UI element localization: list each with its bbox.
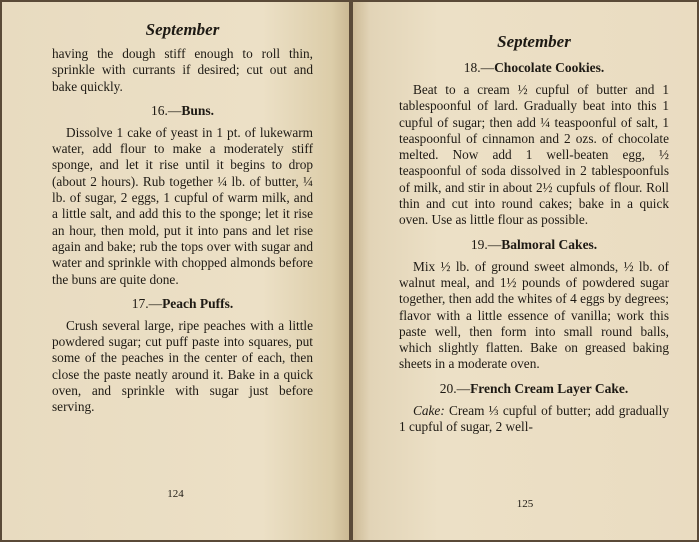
recipe-heading-19	[399, 237, 669, 253]
recipe-title: Balmoral Cakes.	[501, 236, 598, 252]
right-page	[353, 2, 697, 540]
recipe-number: 18.—	[463, 60, 495, 75]
running-head-right: September	[497, 32, 571, 51]
recipe-text-20-body: Cream ⅓ cupful of butter; add gradually 1 cupful of sugar, 2 well-	[399, 402, 670, 435]
recipe-text-18: Beat to a cream ½ cupful of butter and 1 tablespoonful of lard. Gradually beat into this 1 cupful of sugar; then add ¼ teaspoonful of salt, 1 teaspoonful of cinnamon and 2 ozs. of chocolate melted. Now add 1 well-beaten egg, ½ teaspoonful of soda dissolved in 2 tablespoonfuls of milk, and stir in about 2½ cupfuls of flour. Roll thin and cut into round cakes; bake in a quick oven. Use as little flour as possible.	[399, 82, 669, 228]
recipe-title: Buns.	[181, 102, 215, 118]
recipe-text-16: Dissolve 1 cake of yeast in 1 pt. of lukewarm water, add flour to make a moderately stiff sponge, and let it rise until it begins to drop (about 2 hours). Rub together ¼ lb. of butter, ¼ lb. of sugar, 2 eggs, 1 cupful of warm milk, and a little salt, and add this to the sponge; let it rise an hour, then mold, put it into pans and let rise again and bake; rub the tops over with sugar and water and sprinkle with chopped almonds before the buns are quite done.	[52, 124, 313, 287]
recipe-heading-17	[52, 296, 313, 312]
page-number-left: 124	[167, 488, 184, 500]
running-head-left: September	[145, 20, 220, 39]
recipe-title: Chocolate Cookies.	[494, 60, 605, 75]
recipe-text-17: Crush several large, ripe peaches with a little powdered sugar; cut puff paste into squares, put some of the peaches in the center of each, then close the paste neatly around it. Bake in a quick oven, and sprinkle with sugar just before serving.	[52, 317, 313, 415]
cake-label: Cake:	[413, 402, 445, 418]
recipe-heading-16	[52, 103, 313, 119]
recipe-title: Peach Puffs.	[162, 295, 234, 311]
recipe-number: 16.—	[150, 102, 182, 118]
recipe-heading-20	[399, 381, 669, 397]
recipe-text-19: Mix ½ lb. of ground sweet almonds, ½ lb. of walnut meal, and 1½ pounds of powdered sugar together, then add the whites of 4 eggs by degrees; flavor with a little essence of vanilla; work this paste well, then form into small round balls, which slightly flatten. Bake on greased baking sheets in a moderate oven.	[399, 258, 669, 372]
left-page	[2, 2, 349, 540]
continued-paragraph: having the dough stiff enough to roll thin, sprinkle with currants if desired; cut out and bake quickly.	[52, 46, 313, 94]
recipe-number: 17.—	[131, 295, 163, 311]
recipe-heading-18	[399, 60, 669, 76]
recipe-number: 20.—	[439, 380, 471, 396]
recipe-number: 19.—	[470, 236, 502, 252]
page-number-right: 125	[516, 498, 534, 510]
recipe-title: French Cream Layer Cake.	[470, 380, 629, 396]
recipe-text-20	[399, 403, 669, 436]
